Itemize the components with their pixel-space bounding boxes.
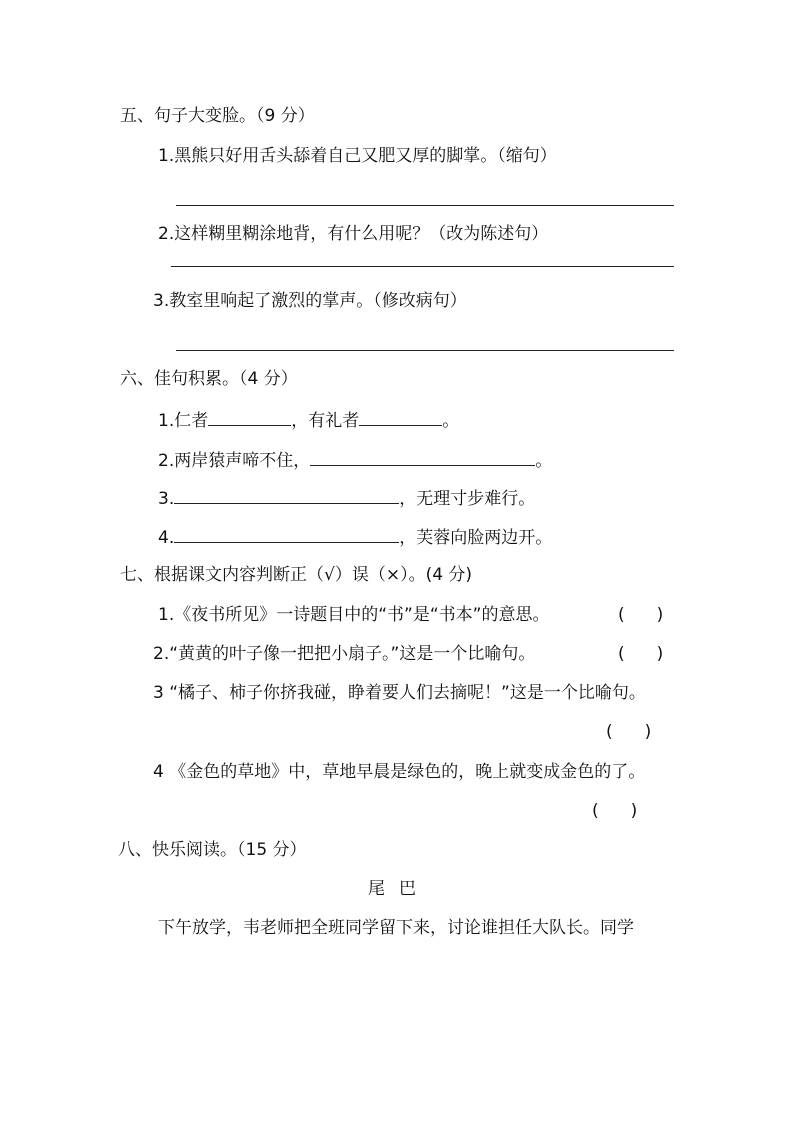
fill-blank-6-1a[interactable] [208, 408, 291, 426]
paren-close: ) [644, 722, 652, 742]
answer-line-5-3[interactable] [176, 350, 674, 351]
section7-question4: 4 《金色的草地》中，草地早晨是绿色的，晚上就变成金色的了。 [153, 762, 646, 782]
section6-question2 [158, 448, 552, 472]
answer-paren-7-4[interactable] [592, 800, 637, 822]
paren-open: ( [618, 605, 625, 625]
reading-paragraph: 下午放学，韦老师把全班同学留下来，讨论谁担任大队长。同学 [158, 918, 634, 938]
q1-part-b: ，有礼者 [291, 411, 360, 431]
q4-part-b: ，芙蓉向脸两边开。 [399, 528, 553, 548]
q1-part-a: 1.仁者 [158, 411, 209, 431]
paren-close: ) [656, 605, 664, 625]
section7-question2: 2.“黄黄的叶子像一把把小扇子。”这是一个比喻句。 [153, 644, 536, 664]
q1-part-c: 。 [442, 411, 460, 431]
section8-heading: 八、快乐阅读。（15 分） [118, 840, 307, 860]
section6-heading: 六、佳句积累。（4 分） [120, 369, 298, 389]
section5-question1: 1.黑熊只好用舌头舔着自己又肥又厚的脚掌。（缩句） [158, 146, 557, 166]
paren-close: ) [656, 644, 664, 664]
answer-paren-7-2[interactable] [618, 643, 663, 665]
q3-part-a: 3. [158, 489, 175, 509]
paren-close: ) [630, 801, 638, 821]
section5-heading: 五、句子大变脸。（9 分） [120, 106, 315, 126]
answer-paren-7-3[interactable] [606, 721, 651, 743]
answer-paren-7-1[interactable] [618, 604, 663, 626]
fill-blank-6-3[interactable] [174, 486, 399, 504]
section7-question3: 3 “橘子、柿子你挤我碰，睁着要人们去摘呢！”这是一个比喻句。 [153, 683, 646, 703]
q2-part-b: 。 [535, 451, 553, 471]
section5-question3: 3.教室里响起了激烈的掌声。（修改病句） [153, 291, 467, 311]
paren-open: ( [618, 644, 625, 664]
paren-open: ( [606, 722, 613, 742]
section5-question2: 2.这样糊里糊涂地背，有什么用呢？（改为陈述句） [158, 224, 549, 244]
q3-part-b: ，无理寸步难行。 [399, 489, 536, 509]
section7-question1: 1.《夜书所见》一诗题目中的“书”是“书本”的意思。 [158, 605, 550, 625]
q2-part-a: 2.两岸猿声啼不住， [158, 451, 311, 471]
paren-open: ( [592, 801, 599, 821]
fill-blank-6-4[interactable] [174, 525, 399, 543]
answer-line-5-1[interactable] [176, 205, 674, 206]
section7-heading: 七、根据课文内容判断正（√）误（×）。(4 分) [120, 565, 473, 585]
fill-blank-6-2[interactable] [310, 448, 535, 466]
q4-part-a: 4. [158, 528, 175, 548]
reading-title: 尾巴 [368, 879, 430, 899]
section6-question4 [158, 525, 552, 549]
fill-blank-6-1b[interactable] [359, 408, 442, 426]
section6-question3 [158, 486, 535, 510]
section6-question1 [158, 408, 459, 432]
answer-line-5-2[interactable] [171, 266, 674, 267]
